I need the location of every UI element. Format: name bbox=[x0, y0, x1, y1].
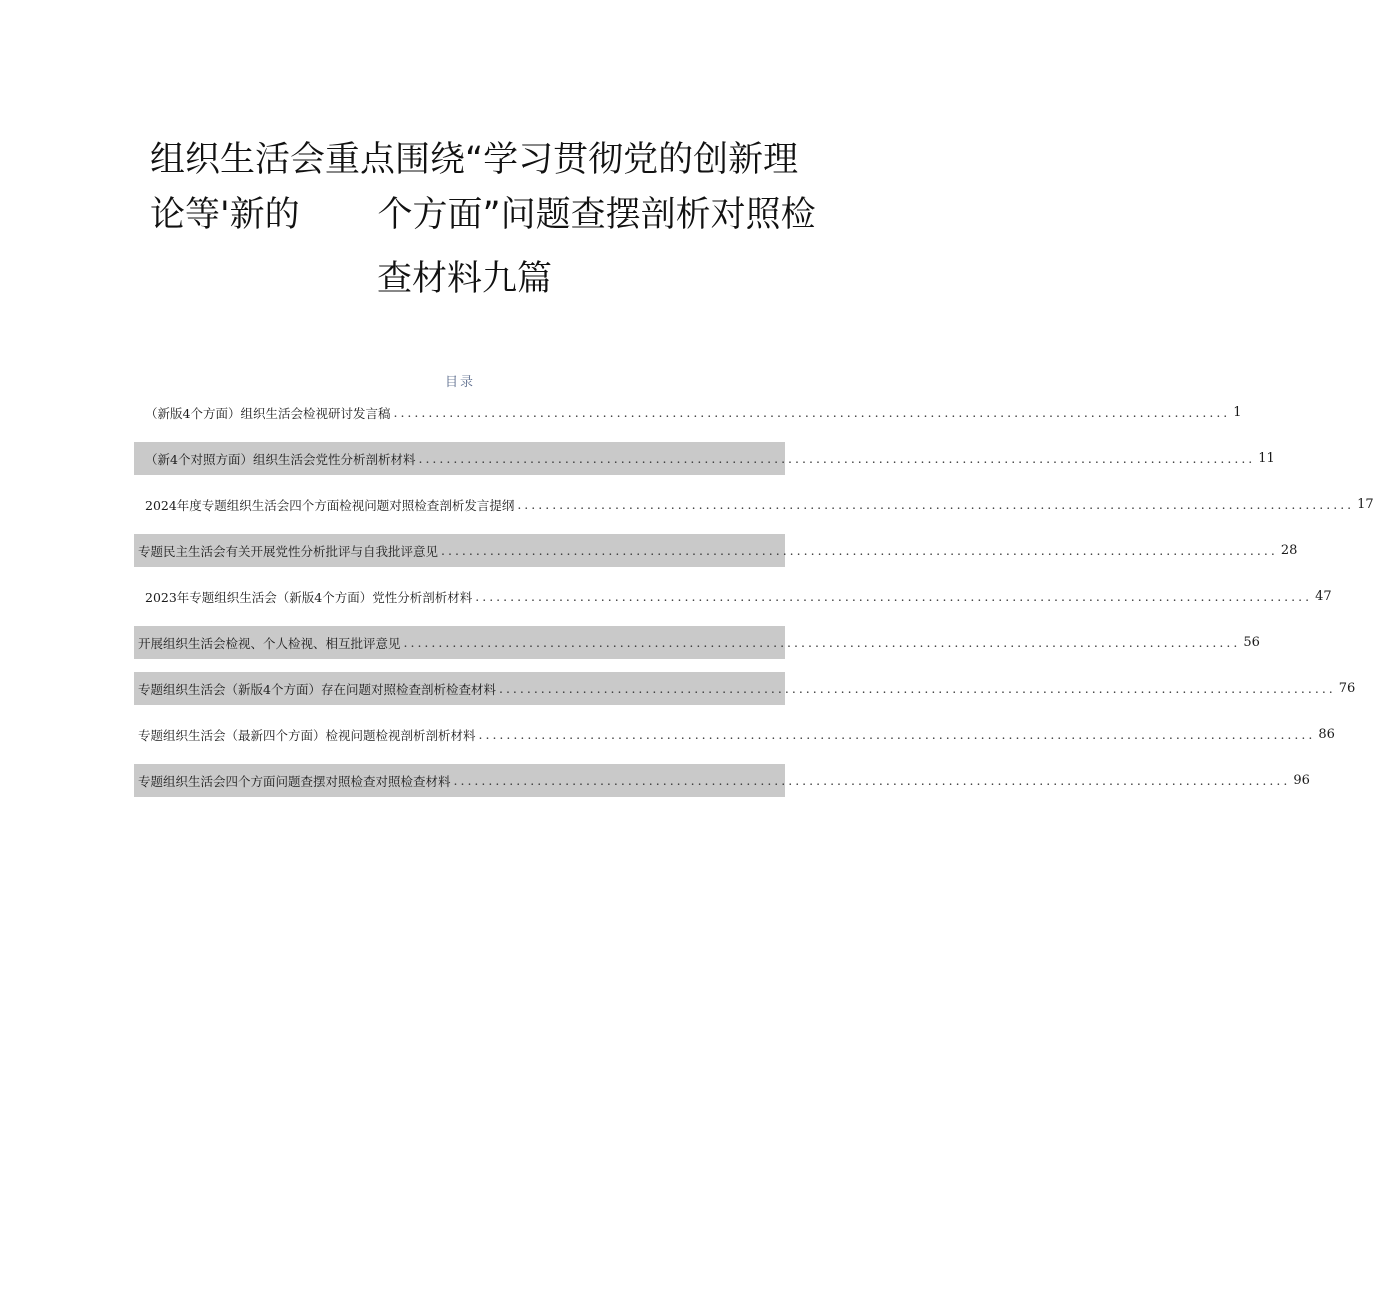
toc-entry[interactable] bbox=[134, 626, 1260, 659]
toc-dot-leader: ........................................................................................................................ bbox=[393, 405, 1231, 420]
toc-dot-leader: ........................................................................................................................ bbox=[498, 681, 1336, 696]
document-title-line-2: 论等'新的 个方面”问题查摆剖析对照检 bbox=[150, 195, 816, 235]
toc-dot-leader: ........................................................................................................................ bbox=[418, 451, 1256, 466]
toc-entry[interactable] bbox=[134, 764, 1310, 797]
toc-entry-page: 96 bbox=[1293, 773, 1310, 788]
toc-dot-leader: ........................................................................................................................ bbox=[517, 497, 1355, 512]
toc-entry-title: （新4个对照方面）组织生活会党性分析剖析材料 bbox=[145, 451, 416, 467]
toc-entry-title: 开展组织生活会检视、个人检视、相互批评意见 bbox=[138, 635, 401, 651]
toc-entry[interactable] bbox=[134, 672, 1356, 705]
toc-entry-title: 2024年度专题组织生活会四个方面检视问题对照检查剖析发言提纲 bbox=[145, 497, 515, 513]
toc-dot-leader: ........................................................................................................................ bbox=[441, 543, 1278, 558]
toc-entry-page: 1 bbox=[1233, 405, 1242, 420]
toc-dot-leader: ........................................................................................................................ bbox=[475, 589, 1313, 604]
toc-entry[interactable] bbox=[134, 534, 1298, 567]
toc-entry-title: （新版4个方面）组织生活会检视研讨发言稿 bbox=[145, 405, 391, 421]
toc-entry[interactable] bbox=[134, 488, 1374, 521]
toc-entry-page: 86 bbox=[1318, 727, 1335, 742]
toc-entry-title: 专题民主生活会有关开展党性分析批评与自我批评意见 bbox=[138, 543, 439, 559]
document-title-line-1: 组织生活会重点围绕“学习贯彻党的创新理 bbox=[150, 140, 799, 180]
toc-entry-page: 11 bbox=[1258, 451, 1275, 466]
toc-dot-leader: ........................................................................................................................ bbox=[453, 773, 1291, 788]
toc-entry-page: 76 bbox=[1338, 681, 1356, 696]
toc-entry[interactable] bbox=[134, 442, 1275, 475]
table-of-contents bbox=[134, 396, 1374, 810]
toc-entry-page: 28 bbox=[1280, 543, 1298, 558]
toc-entry-title: 专题组织生活会四个方面问题查摆对照检查对照检查材料 bbox=[138, 773, 451, 789]
toc-entry-page: 17 bbox=[1357, 497, 1374, 512]
toc-dot-leader: ........................................................................................................................ bbox=[478, 727, 1316, 742]
toc-entry[interactable] bbox=[134, 396, 1242, 429]
toc-entry[interactable] bbox=[134, 718, 1335, 751]
toc-heading: 目录 bbox=[444, 375, 475, 390]
toc-entry[interactable] bbox=[134, 580, 1332, 613]
toc-entry-title: 2023年专题组织生活会（新版4个方面）党性分析剖析材料 bbox=[145, 589, 473, 605]
document-title-line-3: 查材料九篇 bbox=[377, 259, 553, 299]
toc-entry-title: 专题组织生活会（新版4个方面）存在问题对照检查剖析检查材料 bbox=[138, 681, 496, 697]
toc-entry-page: 56 bbox=[1243, 635, 1260, 650]
toc-dot-leader: ........................................................................................................................ bbox=[403, 635, 1241, 650]
toc-entry-title: 专题组织生活会（最新四个方面）检视问题检视剖析剖析材料 bbox=[138, 727, 476, 743]
toc-entry-page: 47 bbox=[1315, 589, 1332, 604]
